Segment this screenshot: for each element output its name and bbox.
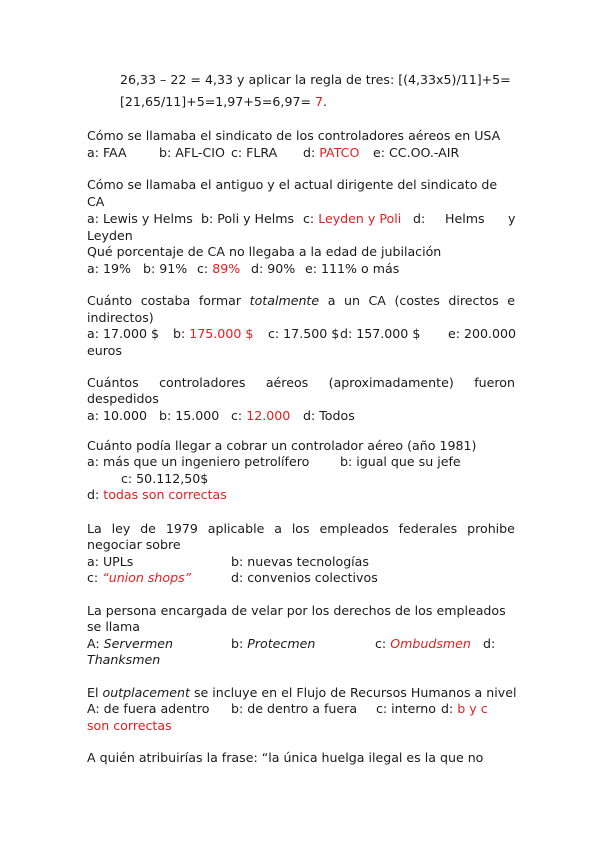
question-7: La ley de 1979 aplicable a los empleados federales prohibe [87,521,515,536]
answer-175000: 175.000 $ [189,326,254,341]
question-9: El outplacement se incluye en el Flujo de Recursos Humanos a nivel [87,685,517,700]
answer-leyden-poli: Leyden y Poli [318,211,402,226]
answer-union-shops: “union shops” [102,570,192,585]
answer-89: 89% [212,261,241,276]
calc-line-1: 26,33 – 22 = 4,33 y aplicar la regla de tres: [(4,33x5)/11]+5= [120,72,511,87]
question-2: Cómo se llamaba el antiguo y el actual dirigente del sindicato de [87,177,498,192]
question-10: A quién atribuirías la frase: “la única huelga ilegal es la que no [87,750,484,765]
question-1: Cómo se llamaba el sindicato de los controladores aéreos en USA [87,128,501,143]
calc-line-2: [21,65/11]+5=1,97+5=6,97= 7. [120,94,328,109]
question-6: Cuánto podía llegar a cobrar un controlador aéreo (año 1981) [87,438,477,453]
document-page: 26,33 – 22 = 4,33 y aplicar la regla de tres: [(4,33x5)/11]+5= [21,65/11]+5=1,97+5=6,97= 7. Cómo se llamaba el sindicato de los controladores aéreos en USA a: FAA b: AFL-CIO c: FLRA d: PATCO e: CC.OO.-AIR Cómo se llamaba el antiguo y el actual dirigente del sindicato de CA a: Lewis y Helms b: Poli y Helms c: Leyden y Poli d: Helms y Leyden Qué porcentaje de CA no llegaba a la edad de jubilación a: 19% b: 91% c: 89% d: 90% e: 111% o más Cuánto costaba formar totalmente a un CA (costes directos e indirectos) a: 17.000 $ b: 175.000 $ c: 17.500 $ d: 157.000 $ e: 200.000 euros Cuántos controladores aéreos (aproximadamente) fueron despedidos a: 10.000 b: 15.000 c: 12.000 d: Todos Cuánto podía llegar a cobrar un controlador aéreo (año 1981) a: más que un ingeniero petrolífero b: igual que su jefe c: 50.112,50$ d: todas son correctas La ley de 1979 aplicable a los empleados federales prohibe negociar sobre a: UPLs b: nuevas tecnologías c: “union shops” d: convenios colectivos La persona encargada de velar por los derechos de los empleados se llama A: Servermen b: Protecmen c: Ombudsmen d: Thanksmen El outplacement se incluye en el Flujo de Recursos Humanos a nivel A: de fuera adentro b: de dentro a fuera c: interno d: b y c son correctas A quién atribuirías la frase: “la única huelga ilegal es la que no [87,72,517,765]
answer-12000: 12.000 [246,408,291,423]
calc-result: 7 [315,94,324,109]
question-5: Cuántos controladores aéreos (aproximadamente) fueron [87,375,515,390]
answer-ombudsmen: Ombudsmen [390,636,471,651]
answer-b-y-c: b y c [457,701,488,716]
answer-patco: PATCO [319,145,360,160]
question-3: Qué porcentaje de CA no llegaba a la edad de jubilación [87,244,442,259]
answer-todas-correctas: todas son correctas [103,487,227,502]
question-8: La persona encargada de velar por los derechos de los empleados [87,603,506,618]
question-4: Cuánto costaba formar totalmente a un CA (costes directos e [87,293,515,308]
